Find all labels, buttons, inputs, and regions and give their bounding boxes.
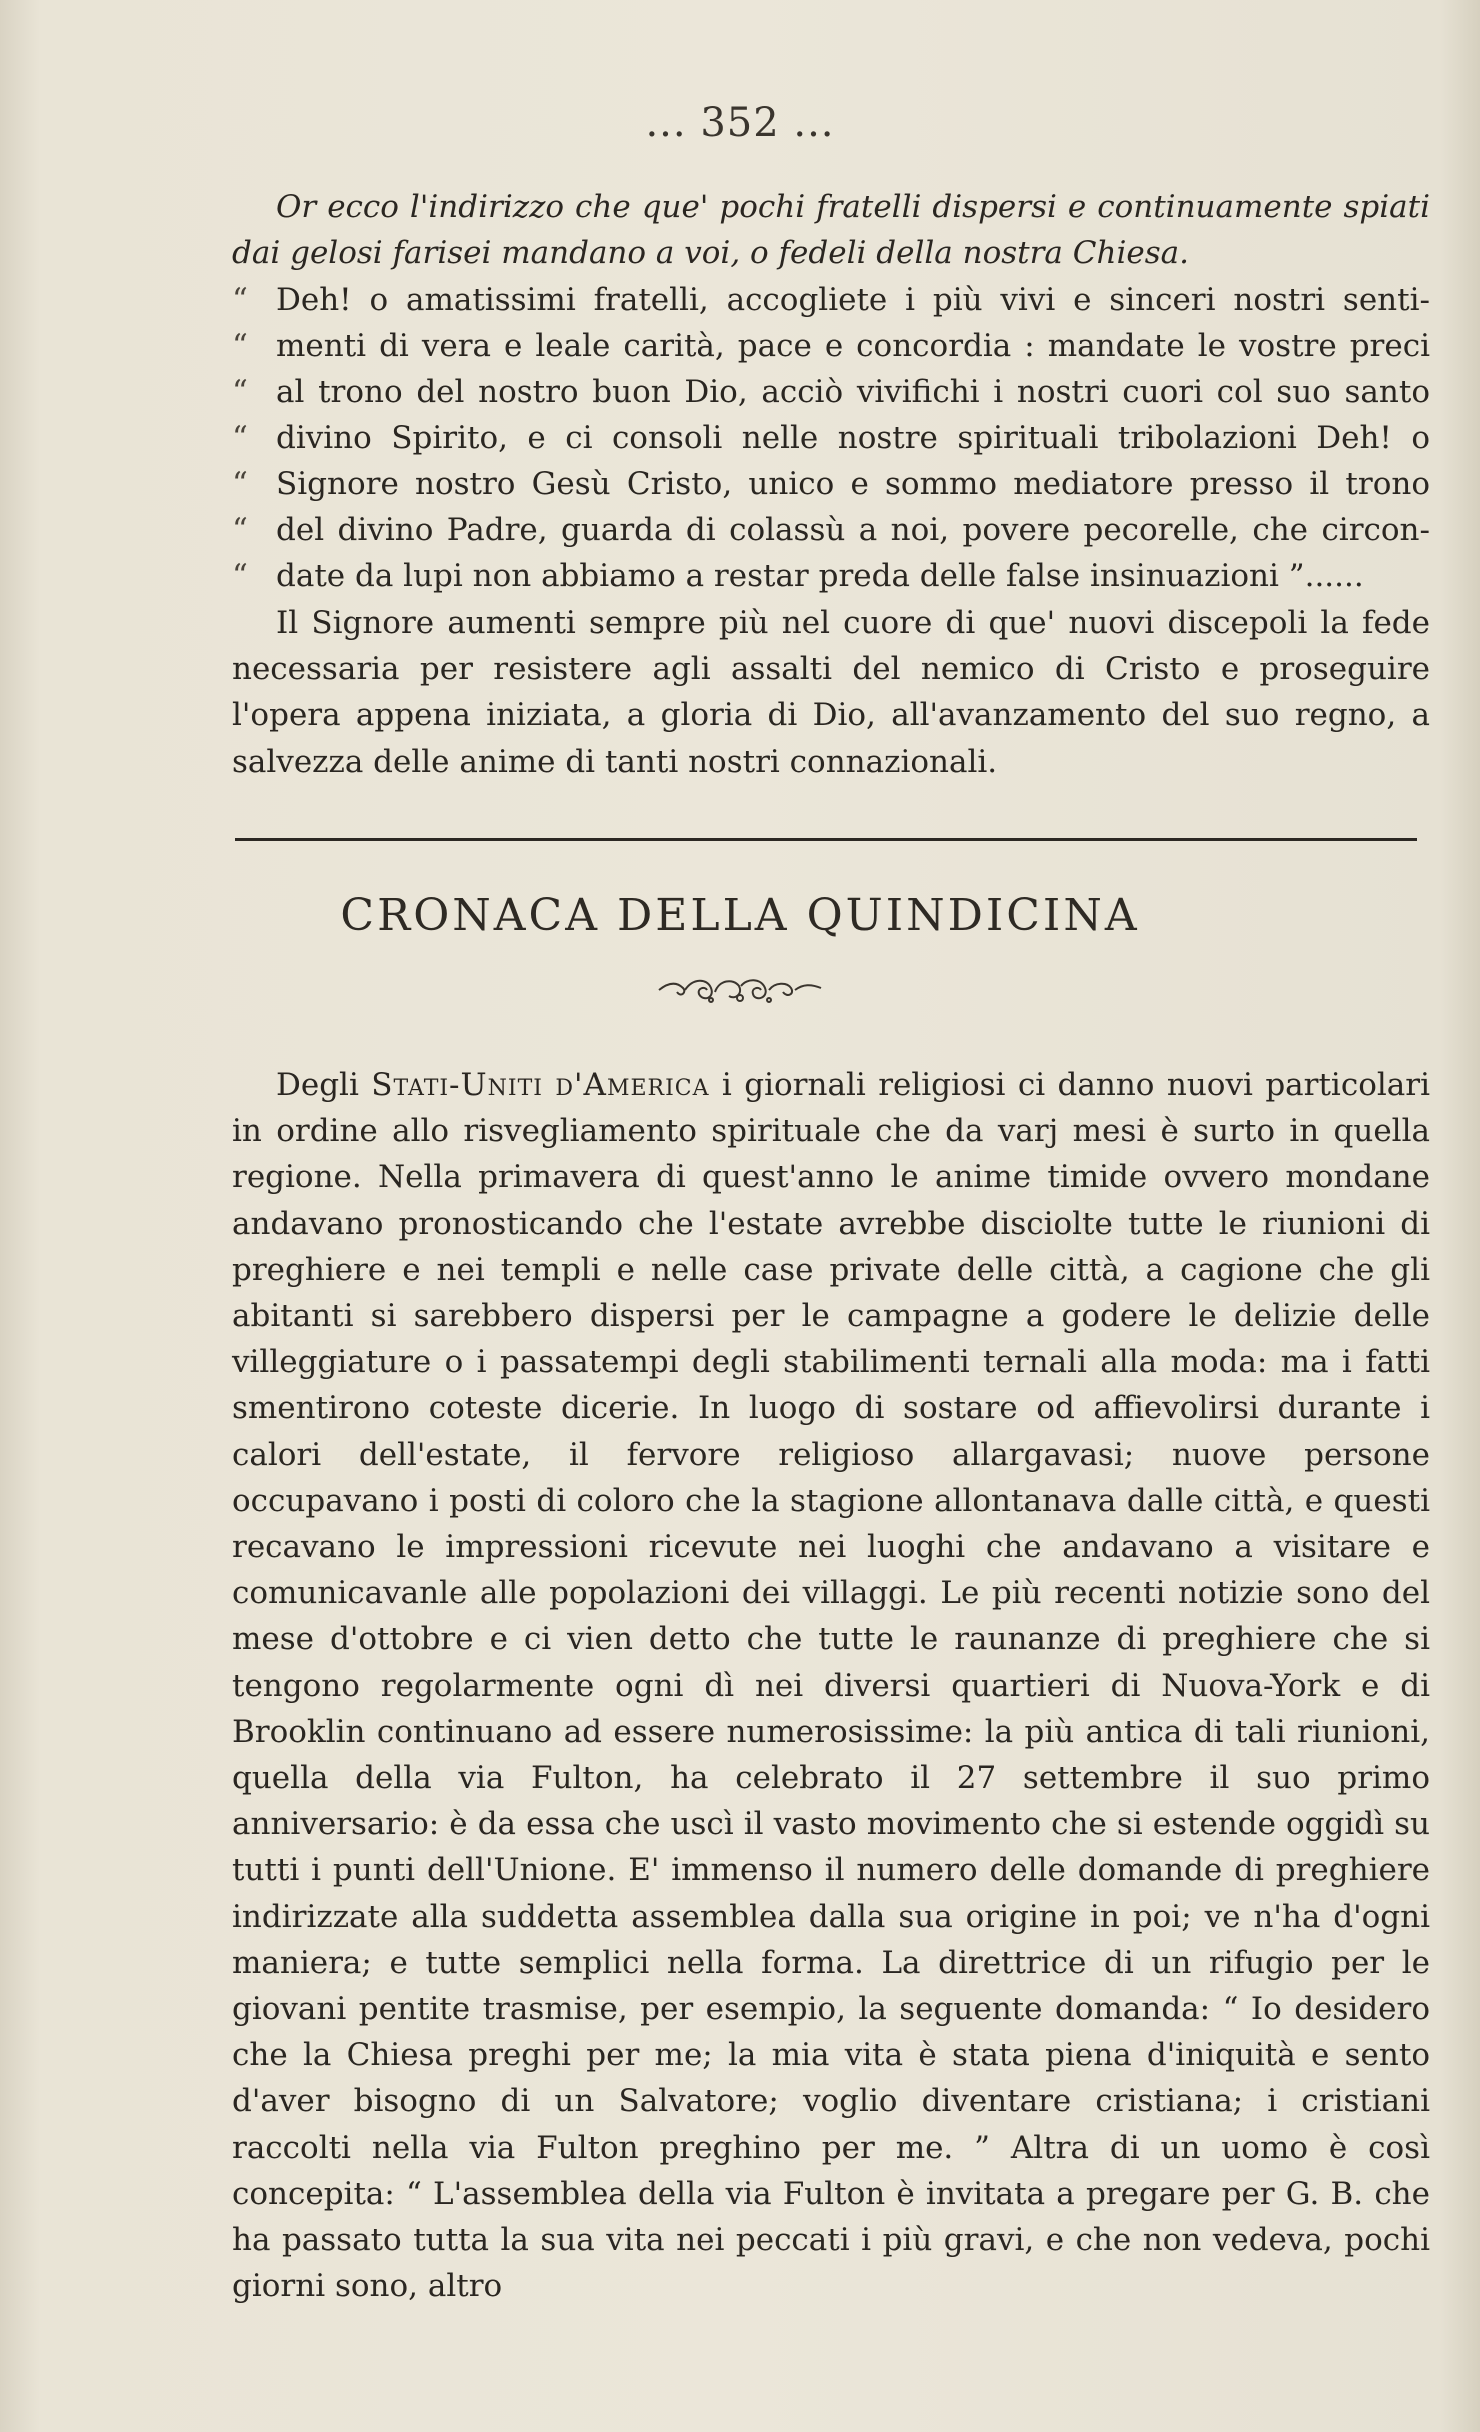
quote-line [232, 461, 1430, 507]
chronicle-body: i giornali religiosi ci danno nuovi particolari in ordine allo risvegliamento spirituale che da varj mesi è surto in quella regione. Nella primavera di quest'anno le anime timide ovvero mondane andavano pronosticando che l'estate avrebbe disciolte tutte le riunioni di preghiere e nei templi e nelle case private delle città, a cagione che gli abitanti si sarebbero dispersi per le campagne a godere le delizie delle villeggiature o i passatempi degli stabilimenti ternali alla moda: ma i fatti smentirono coteste dicerie. In luogo di sostare od affievolirsi durante i calori dell'estate, il fervore religioso allargavasi; nuove persone occupavano i posti di coloro che la stagione allontanava dalle città, e questi recavano le impressioni ricevute nei luoghi che andavano a visitare e comunicavanle alle popolazioni dei villaggi. Le più recenti notizie sono del mese d'ottobre e ci vien detto che tutte le raunanze di preghiere che si tengono regolarmente ogni dì nei diversi quartieri di Nuova-York e di Brooklin continuano ad essere numerosissime: la più antica di tali riunioni, quella della via Fulton, ha celebrato il 27 settembre il suo primo anniversario: è da essa che uscì il vasto movimento che si estende oggidì su tutti i punti dell'Unione. E' immenso il numero delle domande di preghiere indirizzate alla suddetta assemblea dalla sua origine in poi; ve n'ha d'ogni maniera; e tutte semplici nella forma. La direttrice di un rifugio per le giovani pentite trasmise, per esempio, la seguente domanda: “ Io desidero che la Chiesa preghi per me; la mia vita è stata piena d'iniquità e sento d'aver bisogno di un Salvatore; voglio diventare cristiana; i cristiani raccolti nella via Fulton preghino per me. ” Altra di un uomo è così concepita: “ L'assemblea della via Fulton è invitata a pregare per G. B. che ha passato tutta la sua vita nei peccati i più gravi, e che non vedeva, pochi giorni sono, altro [232, 1067, 1430, 2305]
closing-paragraph [232, 600, 1430, 785]
section-title: CRONACA DELLA QUINDICINA [340, 890, 1140, 941]
quote-line-text: Signore nostro Gesù Cristo, unico e sommo mediatore presso il trono [276, 466, 1430, 502]
quote-line [232, 277, 1430, 323]
quote-line [232, 507, 1430, 553]
intro-italic-paragraph [232, 184, 1430, 276]
quote-line-text: Deh! o amatissimi fratelli, accogliete i più vivi e sinceri nostri senti- [276, 282, 1430, 318]
quoted-address [232, 277, 1430, 599]
quote-mark: “ [232, 558, 248, 594]
lead-word: Degli [276, 1067, 359, 1103]
closing-text: Il Signore aumenti sempre più nel cuore di que' nuovi discepoli la fede necessaria per resistere agli assalti del nemico di Cristo e proseguire l'opera appena iniziata, a gloria di Dio, all'avanzamento del suo regno, a salvezza delle anime di tanti nostri connazionali. [232, 605, 1430, 780]
quote-line-text: menti di vera e leale carità, pace e concordia : mandate le vostre preci [276, 328, 1430, 364]
chronicle-text [232, 1062, 1430, 2309]
quote-line [232, 323, 1430, 369]
page-number: ... 352 ... [645, 100, 835, 146]
quote-mark: “ [232, 512, 248, 548]
intro-italic-text: Or ecco l'indirizzo che que' pochi fratelli dispersi e continuamente spiati dai gelosi farisei mandano a voi, o fedeli della nostra Chiesa. [232, 189, 1430, 271]
quote-line-text: del divino Padre, guarda di colassù a noi, povere pecorelle, che circon- [276, 512, 1430, 548]
quote-mark: “ [232, 466, 248, 502]
lead-caps-states: Stati-Uniti [371, 1067, 543, 1103]
flourish-ornament-icon [655, 972, 825, 1008]
quote-mark: “ [232, 420, 248, 456]
quote-line-text: date da lupi non abbiamo a restar preda delle false insinuazioni ”...... [276, 558, 1364, 594]
quote-mark: “ [232, 374, 248, 410]
quote-mark: “ [232, 282, 248, 318]
quote-line-text: divino Spirito, e ci consoli nelle nostre spirituali tribolazioni Deh! o [276, 420, 1430, 456]
quote-line-text: al trono del nostro buon Dio, acciò vivifichi i nostri cuori col suo santo [276, 374, 1430, 410]
quote-line [232, 415, 1430, 461]
chronicle-paragraph [232, 1062, 1430, 2309]
quote-line [232, 369, 1430, 415]
quote-line [232, 553, 1430, 599]
lead-caps-america: d'America [555, 1067, 710, 1103]
quote-mark: “ [232, 328, 248, 364]
section-divider [235, 838, 1417, 841]
